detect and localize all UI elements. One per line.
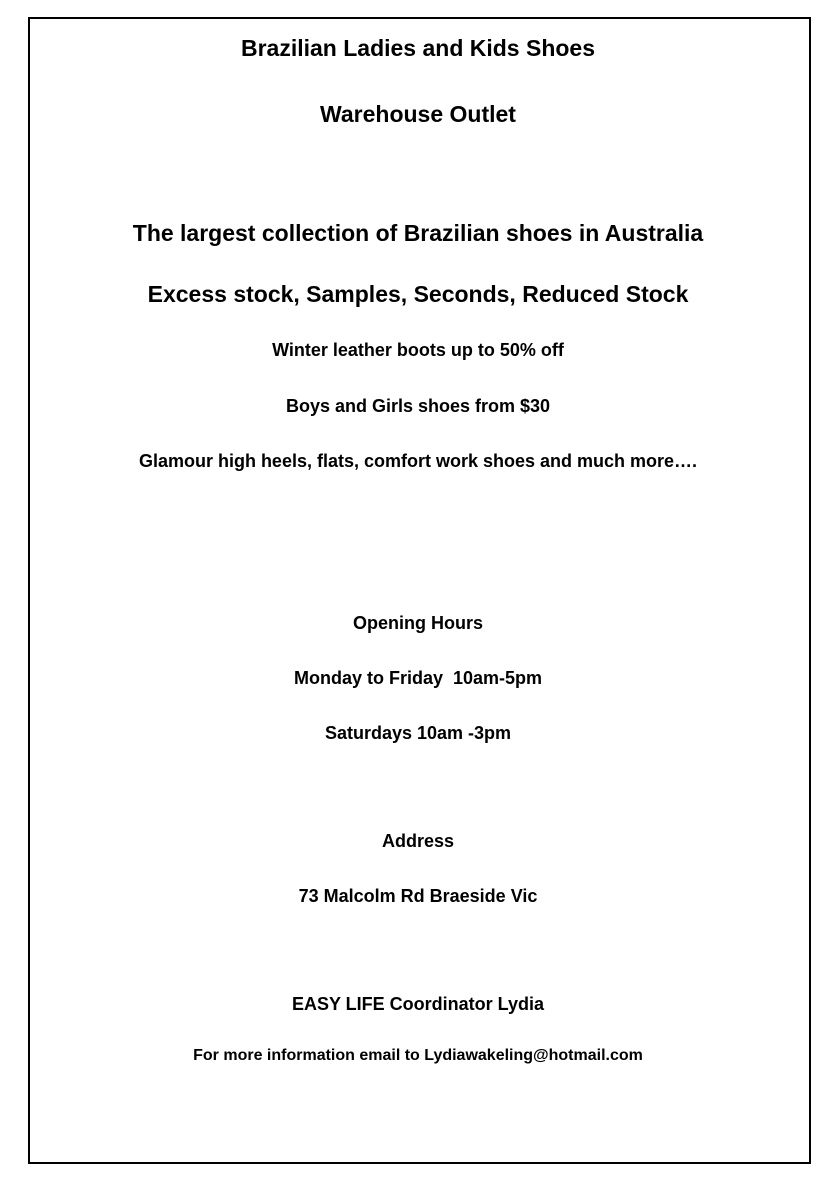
coordinator-line: EASY LIFE Coordinator Lydia: [291, 994, 545, 1014]
offer-glamour-shoes: Glamour high heels, flats, comfort work shoes and much more….: [138, 451, 698, 471]
stock-types: Excess stock, Samples, Seconds, Reduced Stock: [147, 281, 689, 307]
weekday-hours: Monday to Friday 10am-5pm: [293, 668, 543, 688]
offer-winter-boots: Winter leather boots up to 50% off: [272, 340, 564, 360]
offer-kids-shoes: Boys and Girls shoes from $30: [285, 396, 551, 416]
address-value: 73 Malcolm Rd Braeside Vic: [298, 886, 538, 906]
flyer-title: Brazilian Ladies and Kids Shoes: [240, 35, 596, 61]
flyer-headline: The largest collection of Brazilian shoes in Australia: [132, 220, 704, 246]
flyer-subtitle: Warehouse Outlet: [320, 101, 516, 127]
opening-hours-heading: Opening Hours: [353, 613, 483, 633]
contact-line: For more information email to Lydiawakeling@hotmail.com: [193, 1047, 643, 1064]
saturday-hours: Saturdays 10am -3pm: [324, 723, 512, 743]
page-border: [28, 17, 811, 1164]
address-heading: Address: [381, 831, 455, 851]
